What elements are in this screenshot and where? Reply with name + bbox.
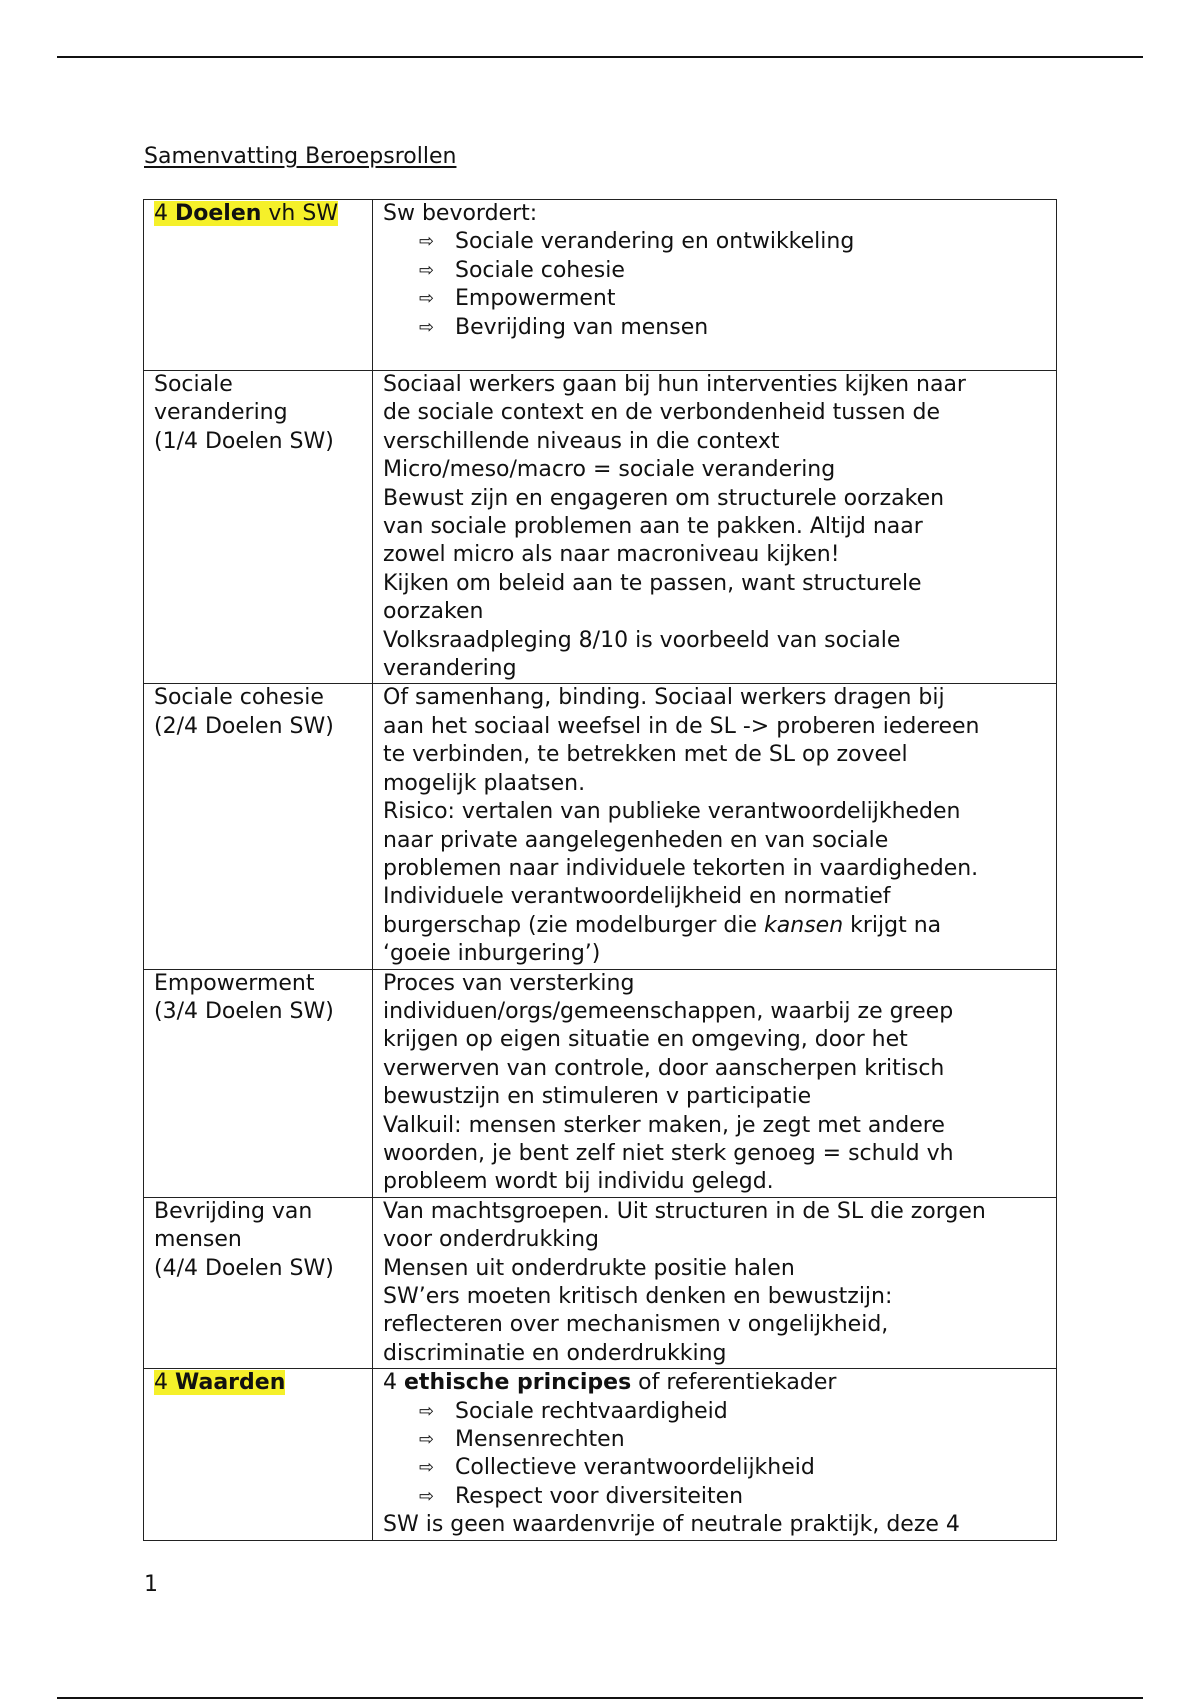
list-item: ⇨ Respect voor diversiteiten <box>419 1483 1046 1511</box>
arrow-icon: ⇨ <box>419 1485 435 1507</box>
description-cell: Of samenhang, binding. Sociaal werkers dragen bij aan het sociaal weefsel in de SL -> proberen iedereen te verbinden, te betrekken met de SL op zoveel mogelijk plaatsen. Risico: vertalen van publieke verantwoordelijkheden naar private aangelegenheden en van sociale problemen naar individuele tekorten in vaardigheden. Individuele verantwoordelijkheid en normatief burgerschap (zie modelburger die kansen krijgt na ‘goeie inburgering’) <box>373 684 1057 969</box>
list-item: ⇨ Collectieve verantwoordelijkheid <box>419 1454 1046 1482</box>
arrow-icon: ⇨ <box>419 1429 435 1451</box>
description-cell: Proces van versterking individuen/orgs/gemeenschappen, waarbij ze greep krijgen op eigen situatie en omgeving, door het verwerven van controle, door aanscherpen kritisch bewustzijn en stimuleren v participatie Valkuil: mensen sterker maken, je zegt met andere woorden, je bent zelf niet sterk genoeg = schuld vh probleem wordt bij individu gelegd. <box>373 969 1057 1197</box>
description-cell: 4 ethische principes of referentiekader ⇨ Sociale rechtvaardigheid ⇨ Mensenrechten ⇨ Collectieve verantwoordelijkheid ⇨ Respect voor diversiteiten SW is geen waardenvrije of neutrale praktijk, deze 4 <box>373 1369 1057 1540</box>
arrow-icon: ⇨ <box>419 1457 435 1479</box>
arrow-icon: ⇨ <box>419 288 435 310</box>
header-rule <box>57 56 1143 58</box>
footer-rule <box>57 1697 1143 1699</box>
page-number: 1 <box>144 1572 158 1597</box>
description-cell: Sociaal werkers gaan bij hun interventies kijken naar de sociale context en de verbondenheid tussen de verschillende niveaus in die context Micro/meso/macro = sociale verandering Bewust zijn en engageren om structurele oorzaken van sociale problemen aan te pakken. Altijd naar zowel micro als naar macroniveau kijken! Kijken om beleid aan te passen, want structurele oorzaken Volksraadpleging 8/10 is voorbeeld van sociale verandering <box>373 371 1057 684</box>
arrow-icon: ⇨ <box>419 316 435 338</box>
table-row <box>144 371 1057 684</box>
list-item: ⇨ Sociale cohesie <box>419 257 1046 285</box>
term-cell <box>144 200 373 371</box>
intro-text: 4 ethische principes of referentiekader <box>383 1370 837 1396</box>
table-row <box>144 1197 1057 1368</box>
highlighted-term: 4 Waarden <box>154 1370 286 1396</box>
term-cell: Empowerment (3/4 Doelen SW) <box>144 969 373 1197</box>
term-cell: Sociale cohesie (2/4 Doelen SW) <box>144 684 373 969</box>
values-list <box>383 1398 1046 1512</box>
intro-text: Sw bevordert: <box>383 201 538 226</box>
list-item: ⇨ Empowerment <box>419 285 1046 313</box>
list-item: ⇨ Sociale rechtvaardigheid <box>419 1398 1046 1426</box>
goal-list <box>383 228 1046 342</box>
term-cell: Bevrijding van mensen (4/4 Doelen SW) <box>144 1197 373 1368</box>
table-row <box>144 200 1057 371</box>
highlighted-term: 4 Doelen vh SW <box>154 201 339 226</box>
term-cell: Sociale verandering (1/4 Doelen SW) <box>144 371 373 684</box>
document-title: Samenvatting Beroepsrollen <box>144 144 457 169</box>
arrow-icon: ⇨ <box>419 259 435 281</box>
table-row <box>144 969 1057 1197</box>
arrow-icon: ⇨ <box>419 231 435 253</box>
table-row <box>144 1369 1057 1540</box>
summary-table <box>143 199 1057 1541</box>
description-cell <box>373 200 1057 371</box>
list-item: ⇨ Bevrijding van mensen <box>419 314 1046 342</box>
arrow-icon: ⇨ <box>419 1400 435 1422</box>
term-cell <box>144 1369 373 1540</box>
list-item: ⇨ Mensenrechten <box>419 1426 1046 1454</box>
list-item: ⇨ Sociale verandering en ontwikkeling <box>419 228 1046 256</box>
description-cell: Van machtsgroepen. Uit structuren in de SL die zorgen voor onderdrukking Mensen uit onderdrukte positie halen SW’ers moeten kritisch denken en bewustzijn: reflecteren over mechanismen v ongelijkheid, discriminatie en onderdrukking <box>373 1197 1057 1368</box>
table-row <box>144 684 1057 969</box>
